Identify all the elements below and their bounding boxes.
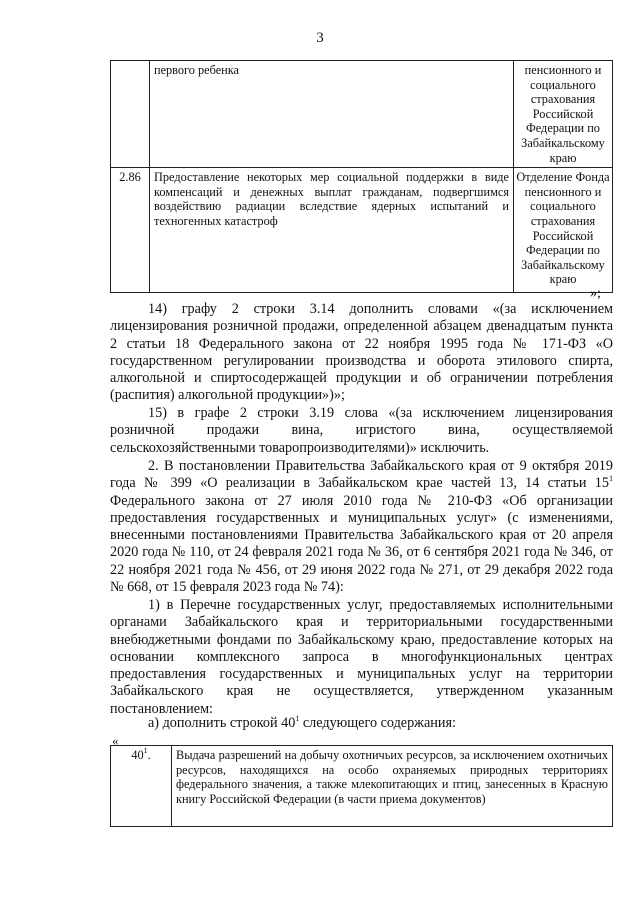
row-number-cell: 2.86 — [111, 168, 150, 293]
item-15-text: 15) в графе 2 строки 3.19 слова «(за исключением лицензирования розничной продажи вина, игристого вина, осуществляемой сельскохозяйственными товаропроизводителями)» исключить. — [110, 405, 613, 456]
paragraph-subitem-1 — [110, 597, 613, 718]
row-number-cell — [111, 746, 172, 827]
paragraph-subitem-a — [110, 715, 613, 732]
row-number-superscript: 1 — [143, 746, 148, 755]
service-name-cell: Выдача разрешений на добычу охотничьих ресурсов, за исключением охотничьих ресурсов, находящихся на особо охраняемых природных территориях федерального значения, а также млекопитающих и птиц, занесенных в Красную книгу Российской Федерации (в части приема документов) — [172, 746, 613, 827]
paragraph-item-15 — [110, 405, 613, 457]
row-number-cell — [111, 61, 150, 168]
row-number-suffix: . — [147, 748, 151, 762]
opening-quote: « — [112, 733, 119, 748]
services-table-bottom — [110, 745, 613, 827]
subitem-a-text-a: а) дополнить строкой 40 — [148, 715, 296, 731]
paragraph-section-2 — [110, 458, 613, 596]
table-row — [111, 746, 613, 827]
subitem-a-text-b: следующего содержания: — [299, 715, 456, 731]
row-number: 40 — [131, 748, 144, 762]
table-row — [111, 61, 613, 168]
page-number: 3 — [316, 30, 324, 46]
item-14-text: 14) графу 2 строки 3.14 дополнить словами «(за исключением лицензирования розничной продажи, определенной абзацем двенадцатым пункта 2 статьи 18 Федерального закона от 22 ноября 1995 года № 171-ФЗ «О государственном регулировании производства и оборота этилового спирта, алкогольной и спиртосодержащей продукции и об ограничении потребления (распития) алкогольной продукции»)»; — [110, 301, 613, 404]
section-2-text-b: Федерального закона от 27 июля 2010 года № 210-ФЗ «Об организации предоставления государственных и муниципальных услуг» (с изменениями, внесенными постановлениями Правительства Забайкальского края от 20 апреля 2020 года № 110, от 24 февраля 2021 года № 36, от 6 сентября 2021 года № 346, от 22 ноября 2021 года № 456, от 29 июня 2022 года № 271, от 29 декабря 2022 года № 668, от 15 февраля 2023 года № 74): — [110, 492, 613, 596]
organization-cell: пенсионного и социального страхования Российской Федерации по Забайкальскому краю — [514, 61, 613, 168]
paragraph-item-14 — [110, 301, 613, 405]
service-name-cell: первого ребенка — [150, 61, 514, 168]
section-2-text-a: 2. В постановлении Правительства Забайкальского края от 9 октября 2019 года № 399 «О реализации в Забайкальском крае частей 13, 14 статьи 15 — [110, 458, 613, 492]
services-table-top — [110, 60, 613, 293]
table-row — [111, 168, 613, 293]
subitem-a-superscript: 1 — [295, 714, 300, 723]
service-name-cell: Предоставление некоторых мер социальной поддержки в виде компенсаций и денежных выплат гражданам, подвергшимся воздействию радиации вследствие ядерных испытаний и техногенных катастроф — [150, 168, 514, 293]
organization-cell: Отделение Фонда пенсионного и социального страхования Российской Федерации по Забайкальскому краю — [514, 168, 613, 293]
subitem-1-text: 1) в Перечне государственных услуг, предоставляемых исполнительными органами Забайкальского края и территориальными государственными внебюджетными фондами по Забайкальскому краю, предоставление которых на основании комплексного запроса в многофункциональных центрах предоставления государственных и муниципальных услуг на территории Забайкальского края не осуществляется, утвержденном указанным постановлением: — [110, 597, 613, 717]
closing-quote: »; — [590, 286, 601, 301]
section-2-superscript: 1 — [609, 474, 613, 484]
